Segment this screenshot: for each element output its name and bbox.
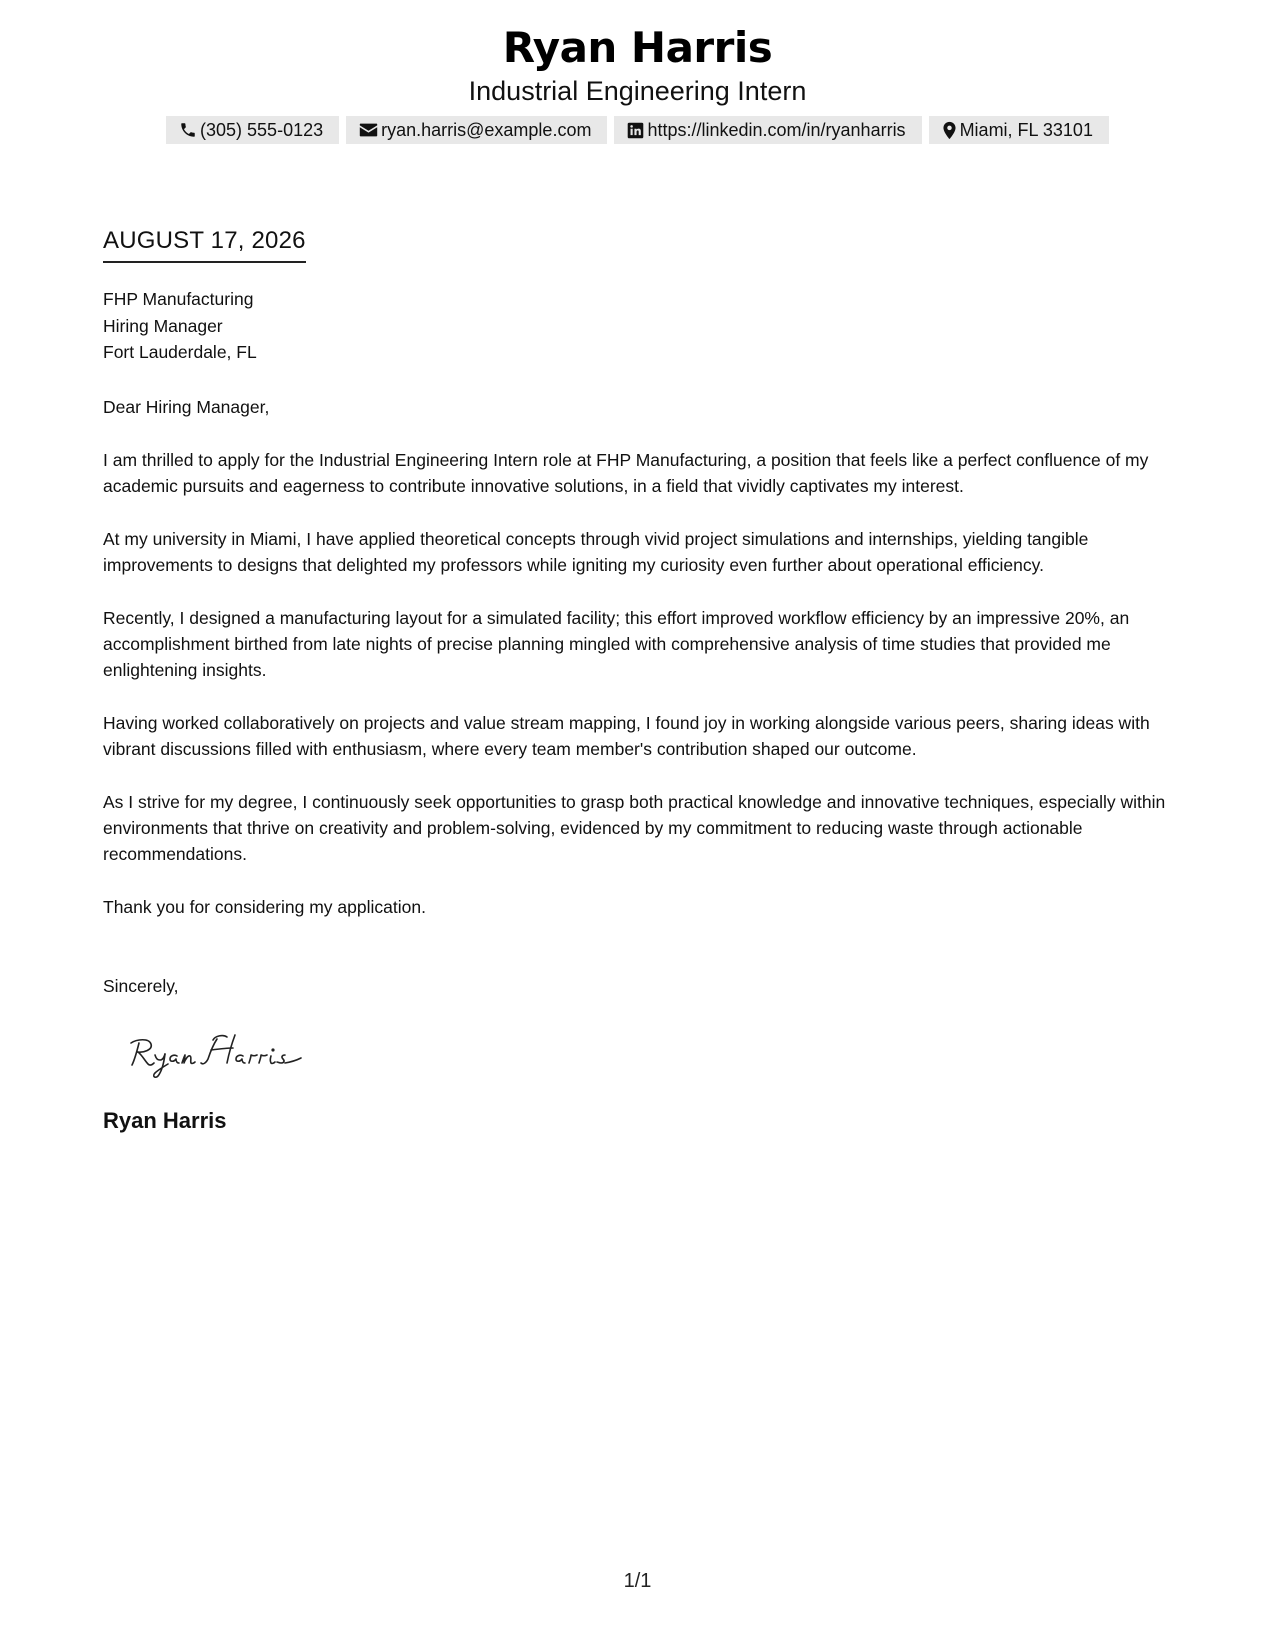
body-paragraph: Having worked collaboratively on projects and value stream mapping, I found joy in working alongside various peers, sharing ideas with vibrant discussions filled with enthusiasm, where every team member's contribution shaped our outcome. [103,712,1150,759]
contact-bar [0,116,1275,144]
contact-linkedin[interactable] [614,116,921,144]
location-text: Miami, FL 33101 [959,120,1093,140]
map-pin-icon [942,121,957,140]
salutation: Dear Hiring Manager, [103,396,270,417]
body-paragraph: Thank you for considering my application. [103,896,426,917]
page-number: 1/1 [623,1570,652,1592]
body-paragraph: As I strive for my degree, I continuously seek opportunities to grasp both practical knowledge and innovative techniques, especially within environments that thrive on creativity and problem-solving, evidenced by my commitment to reducing waste through actionable recommendations. [103,791,1166,864]
handwritten-signature [125,1029,1178,1089]
signed-name: Ryan Harris [103,1107,227,1133]
linkedin-icon [627,122,644,139]
body-paragraph: At my university in Miami, I have applied theoretical concepts through vivid project simulations and internships, yielding tangible improvements to designs that delighted my professors while igniting my curiosity even further about operational efficiency. [103,528,1089,575]
letter-header [0,22,1275,144]
applicant-role: Industrial Engineering Intern [468,76,807,106]
contact-location [929,116,1109,144]
letter-date: AUGUST 17, 2026 [103,224,306,263]
recipient-location: Fort Lauderdale, FL [103,342,257,362]
recipient-company: FHP Manufacturing [103,289,254,309]
recipient-block [103,286,1178,366]
applicant-name: Ryan Harris [502,23,773,72]
linkedin-text: https://linkedin.com/in/ryanharris [647,120,906,140]
letter-body [103,224,1178,1135]
phone-text: (305) 555-0123 [200,120,324,140]
recipient-title: Hiring Manager [103,315,223,336]
phone-icon [179,121,197,139]
body-paragraph: Recently, I designed a manufacturing layout for a simulated facility; this effort improved workflow efficiency by an impressive 20%, an accomplishment birthed from late nights of precise planning mingled with comprehensive analysis of time studies that provided me enlightening insights. [103,607,1130,680]
contact-phone[interactable] [166,116,339,144]
envelope-icon [359,122,378,138]
body-paragraph: I am thrilled to apply for the Industrial Engineering Intern role at FHP Manufacturing, a position that feels like a perfect confluence of my academic pursuits and eagerness to contribute innovative solutions, in a field that vividly captivates my interest. [103,449,1149,496]
closing: Sincerely, [103,975,179,996]
email-text: ryan.harris@example.com [381,120,592,140]
contact-email[interactable] [346,116,607,144]
